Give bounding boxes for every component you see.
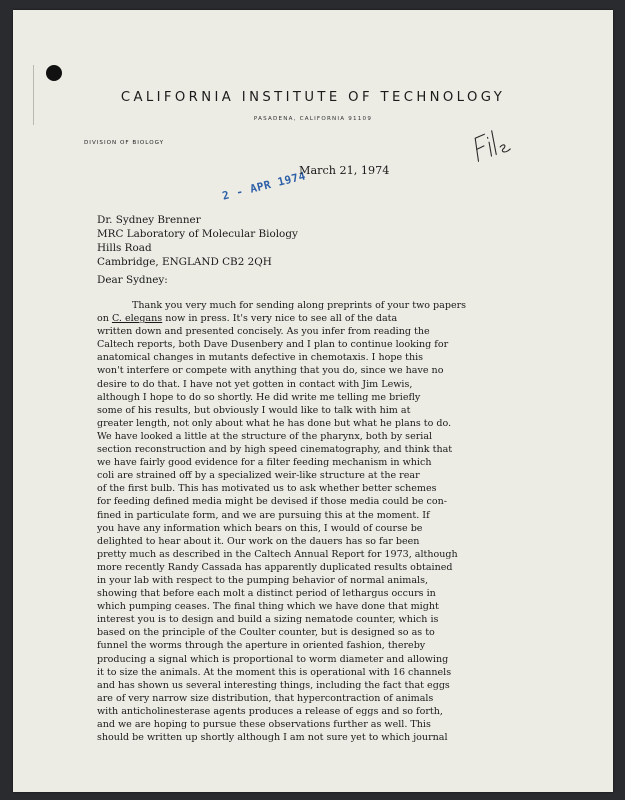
body-line: won't interfere or compete with anything that you do, since we have no xyxy=(97,365,444,377)
body-line: are of very narrow size distribution, that hypercontraction of animals xyxy=(97,692,434,704)
body-line: coli are strained off by a specialized weir-like structure at the rear xyxy=(97,470,420,482)
body-line: and has shown us several interesting things, including the fact that eggs xyxy=(97,679,450,691)
received-date-stamp: 2 - APR 1974 xyxy=(221,169,308,203)
body-line: fined in particulate form, and we are pursuing this at the moment. If xyxy=(97,509,430,521)
body-line: section reconstruction and by high speed cinematography, and think that xyxy=(97,444,453,456)
body-line: of the first bulb. This has motivated us to ask whether better schemes xyxy=(97,483,437,495)
body-line: for feeding defined media might be devised if those media could be con- xyxy=(97,496,448,508)
body-line: We have looked a little at the structure of the pharynx, both by serial xyxy=(97,430,433,442)
body-line: Caltech reports, both Dave Dusenbery and I plan to continue looking for xyxy=(97,339,449,351)
letter-page xyxy=(13,10,613,792)
body-line: some of his results, but obviously I would like to talk with him at xyxy=(97,404,411,416)
letterhead-division: DIVISION OF BIOLOGY xyxy=(84,140,165,146)
body-line: in your lab with respect to the pumping behavior of normal animals, xyxy=(97,574,429,586)
letter-date: March 21, 1974 xyxy=(299,164,390,177)
body-line: greater length, not only about what he has done but what he plans to do. xyxy=(97,417,452,429)
body-line: it to size the animals. At the moment this is operational with 16 channels xyxy=(97,666,452,678)
body-line: on C. elegans now in press. It's very nice to see all of the data xyxy=(97,313,398,325)
body-line: pretty much as described in the Caltech Annual Report for 1973, although xyxy=(97,548,458,560)
body-line: written down and presented concisely. As you infer from reading the xyxy=(97,326,430,338)
body-line: producing a signal which is proportional to worm diameter and allowing xyxy=(97,653,449,665)
species-name: C. elegans xyxy=(111,313,163,325)
body-line: anatomical changes in mutants defective in chemotaxis. I hope this xyxy=(97,352,424,364)
body-line: desire to do that. I have not yet gotten in contact with Jim Lewis, xyxy=(97,378,413,390)
body-line: interest you is to design and build a sizing nematode counter, which is xyxy=(97,614,439,626)
punch-hole-icon xyxy=(46,65,62,81)
recipient-org: MRC Laboratory of Molecular Biology xyxy=(97,227,298,240)
letter-body xyxy=(97,299,607,744)
recipient-address xyxy=(97,214,298,270)
letterhead-address: PASADENA, CALIFORNIA 91109 xyxy=(253,116,373,122)
body-line: although I hope to do so shortly. He did write me telling me briefly xyxy=(97,391,421,403)
salutation: Dear Sydney: xyxy=(97,274,168,286)
body-line: which pumping ceases. The final thing which we have done that might xyxy=(97,601,439,613)
body-line: should be written up shortly although I am not sure yet to which journal xyxy=(97,732,448,744)
body-line: showing that before each molt a distinct period of lethargus occurs in xyxy=(97,588,436,600)
body-line: more recently Randy Cassada has apparently duplicated results obtained xyxy=(97,561,453,573)
recipient-name: Dr. Sydney Brenner xyxy=(97,214,201,226)
body-line: you have any information which bears on this, I would of course be xyxy=(97,522,423,534)
handwritten-file-note xyxy=(464,124,515,166)
body-line: delighted to hear about it. Our work on the dauers has so far been xyxy=(97,535,420,547)
body-line: with anticholinesterase agents produces a release of eggs and so forth, xyxy=(97,705,443,717)
body-line: funnel the worms through the aperture in oriented fashion, thereby xyxy=(97,640,426,652)
body-line: we have fairly good evidence for a filter feeding mechanism in which xyxy=(97,457,432,469)
body-line: based on the principle of the Coulter counter, but is designed so as to xyxy=(97,627,435,639)
body-line: Thank you very much for sending along preprints of your two papers xyxy=(132,300,467,311)
letterhead-institution: CALIFORNIA INSTITUTE OF TECHNOLOGY xyxy=(120,90,506,105)
recipient-city: Cambridge, ENGLAND CB2 2QH xyxy=(97,255,272,268)
recipient-street: Hills Road xyxy=(97,241,152,254)
body-line: and we are hoping to pursue these observations further as well. This xyxy=(97,719,431,730)
